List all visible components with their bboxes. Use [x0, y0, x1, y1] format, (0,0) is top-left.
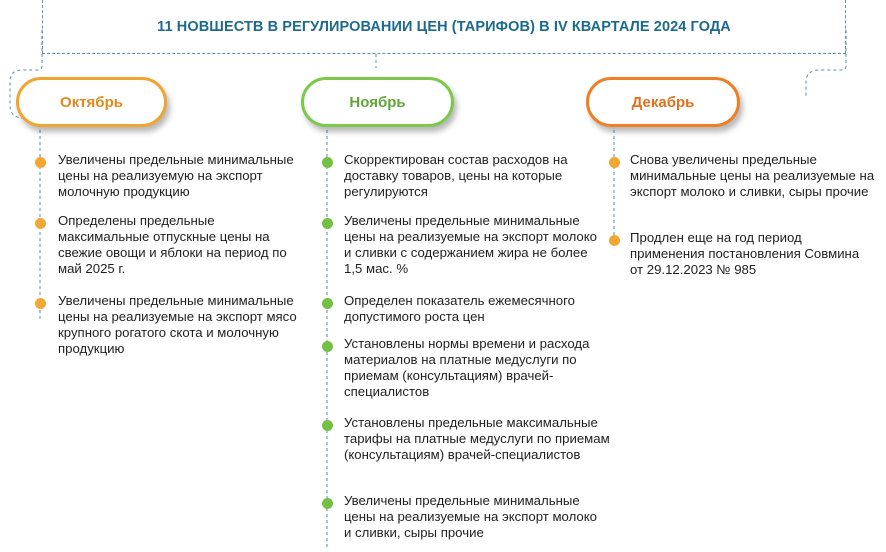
november-bullet-5: [322, 420, 333, 431]
december-item-2: Продлен еще на год период применения постановления Совмина от 29.12.2023 № 985: [630, 230, 860, 277]
november-bullet-1: [322, 157, 333, 168]
october-bullet-2: [35, 218, 46, 229]
october-item-1: Увеличены предельные минимальные цены на реализуемую на экспорт молочную продукцию: [58, 152, 294, 199]
month-november-pill: [301, 77, 454, 127]
title-box: [42, 0, 846, 54]
november-item-6: Увеличены предельные минимальные цены на реализуемые на экспорт молоко и сливки, сыры прочие: [344, 493, 598, 540]
december-item-1: Снова увеличены предельные минимальные цены на реализуемые на экспорт молоко и сливки, сыры прочие: [630, 152, 875, 199]
october-bullet-3: [35, 298, 46, 309]
november-bullet-6: [322, 498, 333, 509]
december-bullet-2: [609, 235, 620, 246]
november-item-3: Определен показатель ежемесячного допустимого роста цен: [344, 293, 575, 324]
december-bullet-1: [609, 157, 620, 168]
november-bullet-3: [322, 298, 333, 309]
month-november-label: Ноябрь: [349, 93, 406, 111]
november-item-4: Установлены нормы времени и расхода материалов на платные медуслуги по приемам (консультациям) врачей-специалистов: [344, 336, 590, 399]
month-october-pill: [16, 77, 167, 127]
november-bullet-2: [322, 218, 333, 229]
october-item-3: Увеличены предельные минимальные цены на реализуемые на экспорт мясо крупного рогатого скота и молочную продукцию: [58, 293, 297, 356]
november-item-5: Установлены предельные максимальные тарифы на платные медуслуги по приемам (консультациям) врачей-специалистов: [344, 415, 610, 462]
november-item-2: Увеличены предельные минимальные цены на реализуемые на экспорт молоко и сливки с содержанием жира не более 1,5 мас. %: [344, 213, 598, 276]
month-october-label: Октябрь: [60, 93, 123, 111]
november-bullet-4: [322, 341, 333, 352]
month-december-pill: [586, 77, 740, 127]
october-bullet-1: [35, 157, 46, 168]
page-title: 11 НОВШЕСТВ В РЕГУЛИРОВАНИИ ЦЕН (ТАРИФОВ) В IV КВАРТАЛЕ 2024 ГОДА: [157, 18, 731, 35]
october-item-2: Определены предельные максимальные отпускные цены на свежие овощи и яблоки на период по май 2025 г.: [58, 213, 287, 276]
month-december-label: Декабрь: [631, 93, 695, 111]
november-item-1: Скорректирован состав расходов на доставку товаров, цены на которые регулируются: [344, 152, 568, 199]
